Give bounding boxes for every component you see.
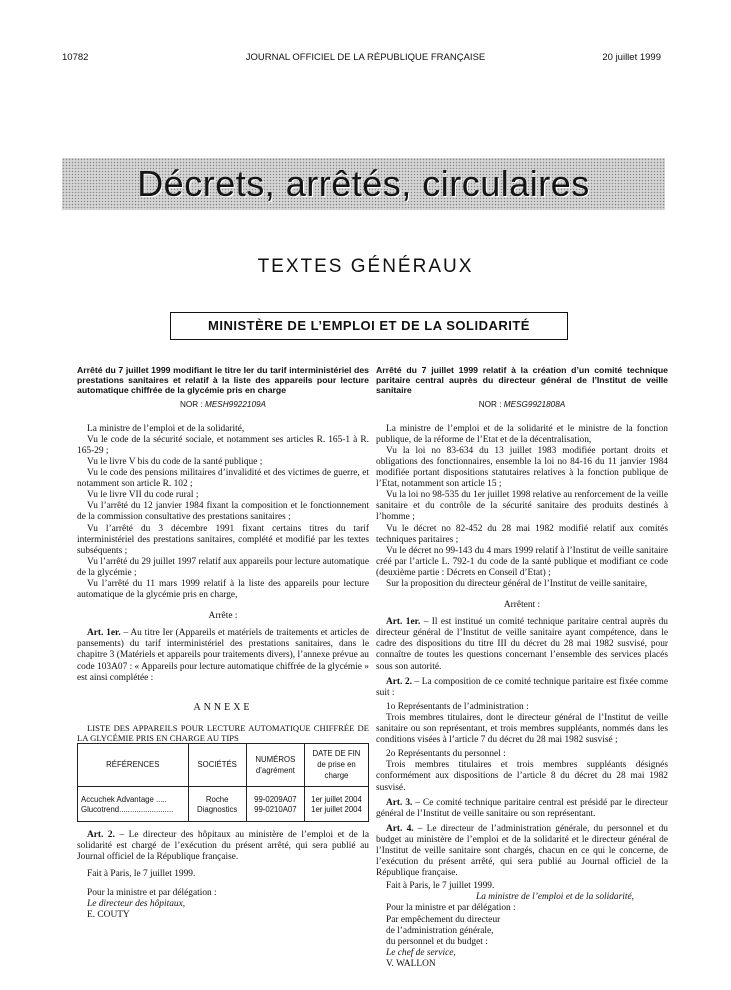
article-text: – Ce comité technique paritaire central est présidé par le directeur général de l’Institut de veille sanitaire ou son représentant. xyxy=(376,797,668,819)
banner-title: Décrets, arrêtés, circulaires xyxy=(137,163,590,204)
left-article-title: Arrêté du 7 juillet 1999 modifiant le titre Ier du tarif interministériel des prestations sanitaires et relatif à la liste des appareils pour lecture automatique chiffrée de la glycémie pris en charge xyxy=(77,365,369,396)
signature-line: Le chef de service, xyxy=(386,947,456,958)
right-article xyxy=(376,365,668,970)
signature-line: du personnel et du budget : xyxy=(386,936,488,947)
article-label: Art. 2. xyxy=(87,829,115,840)
article-text: – Le directeur de l’administration générale, du personnel et du budget au ministère de l’emploi et de la solidarité et le directeur général de l’Institut de veille sanitaire sont chargés, chacun en ce qui le concerne, de l’exécution du présent arrêté, qui sera publié au Journal officiel de la République française. xyxy=(376,823,668,879)
cell-line: 1er juillet 2004 xyxy=(311,804,362,814)
paragraph: Vu l’arrêté du 29 juillet 1997 relatif aux appareils pour lecture automatique de la glycémie ; xyxy=(77,556,369,578)
ministry-name: MINISTÈRE DE L’EMPLOI ET DE LA SOLIDARITÉ xyxy=(208,318,530,333)
journal-title: JOURNAL OFFICIEL DE LA RÉPUBLIQUE FRANÇAISE xyxy=(245,52,486,63)
signature-line: de l’administration générale, xyxy=(386,925,494,936)
issue-date: 20 juillet 1999 xyxy=(602,52,661,63)
paragraph: 2o Représentants du personnel : xyxy=(386,749,506,760)
arrete-heading: Arrête : xyxy=(208,611,238,622)
table-cell xyxy=(246,786,304,821)
paragraph: La ministre de l’emploi et de la solidarité, xyxy=(87,423,245,434)
cell-line: Diagnostics xyxy=(197,804,238,814)
table-cell xyxy=(188,786,246,821)
paragraph: Sur la proposition du directeur général de l’Institut de veille sanitaire, xyxy=(386,579,648,590)
paragraph: 1o Représentants de l’administration : xyxy=(386,701,529,712)
page-number: 10782 xyxy=(62,52,89,63)
section-title: TEXTES GÉNÉRAUX xyxy=(257,256,474,277)
article-label: Art. 1er. xyxy=(386,617,421,628)
done-at: Fait à Paris, le 7 juillet 1999. xyxy=(87,869,196,880)
nor-code: MESG9921808A xyxy=(503,399,566,409)
left-article xyxy=(77,365,369,922)
cell-line: Glucotrend......................... xyxy=(81,804,174,814)
nor-label: NOR : xyxy=(478,399,502,409)
paragraph: Vu l’arrêté du 11 mars 1999 relatif à la liste des appareils pour lecture automatique de la glycémie pris en charge, xyxy=(77,579,369,601)
paragraph: Vu l’arrêté du 12 janvier 1984 fixant la composition et le fonctionnement de la commission consultative des prestations sanitaires ; xyxy=(77,501,369,523)
article-text: – Le directeur des hôpitaux au ministère de l’emploi et de la solidarité est chargé de l’exécution du présent arrêté, qui sera publié au Journal officiel de la République française. xyxy=(77,829,370,863)
arretent-heading: Arrêtent : xyxy=(503,600,541,611)
article-label: Art. 4. xyxy=(386,823,414,834)
paragraph: Vu le décret no 99-143 du 4 mars 1999 relatif à l’Institut de veille sanitaire créé par l’article L. 792-1 du code de la santé publique et modifiant ce code (deuxième partie : Décrets en Conseil d’Etat) ; xyxy=(376,545,668,578)
paragraph: Vu le code des pensions militaires d’invalidité et des victimes de guerre, et notamment son article R. 102 ; xyxy=(77,468,369,490)
col-header: SOCIÉTÉS xyxy=(188,743,246,786)
paragraph: Vu le décret no 82-452 du 28 mai 1982 modifié relatif aux comités techniques paritaires ; xyxy=(376,523,668,545)
cell-line: 1er juillet 2004 xyxy=(311,794,362,804)
article-3 xyxy=(376,798,668,820)
article-label: Art. 3. xyxy=(386,797,413,808)
col-header: DATE DE FIN de prise en charge xyxy=(304,743,368,786)
right-nor xyxy=(376,399,668,410)
table-row xyxy=(78,786,369,821)
paragraph: Trois membres titulaires et trois membres suppléants désignés conformément aux dispositions de l’article 8 du décret du 28 mai 1982 susvisé. xyxy=(376,760,668,793)
article-2 xyxy=(77,830,369,863)
signature-line: Pour la ministre et par délégation : xyxy=(386,903,516,914)
signature-line: La ministre de l’emploi et de la solidarité, xyxy=(476,892,634,903)
cell-line: Roche xyxy=(205,794,229,804)
appliance-table xyxy=(77,743,369,822)
annexe-heading: ANNEXE xyxy=(193,701,253,713)
signature-name: V. WALLON xyxy=(386,958,436,969)
table-cell xyxy=(304,786,368,821)
paragraph: Vu la loi no 98-535 du 1er juillet 1998 relative au renforcement de la veille sanitaire et du contrôle de la sécurité sanitaire des produits destinés à l’homme ; xyxy=(376,490,668,523)
done-at: Fait à Paris, le 7 juillet 1999. xyxy=(386,881,495,892)
nor-code: MESH9922109A xyxy=(205,399,267,409)
article-label: Art. 1er. xyxy=(87,628,121,639)
paragraph: Vu le code de la sécurité sociale, et notamment ses articles R. 165-1 à R. 165-29 ; xyxy=(77,434,369,456)
paragraph: Trois membres titulaires, dont le directeur général de l’Institut de veille sanitaire ou son représentant, et trois membres suppléants, nommés dans les conditions visées à l’article 7 du décret du 28 mai 1982 susvisé ; xyxy=(376,712,668,746)
article-1 xyxy=(77,628,369,683)
signature-line: Pour la ministre et par délégation : xyxy=(87,888,217,899)
table-cell xyxy=(78,786,189,821)
article-2 xyxy=(376,677,668,699)
list-title: LISTE DES APPAREILS POUR LECTURE AUTOMATIQUE CHIFFRÉE DE LA GLYCÉMIE PRIS EN CHARGE AU TIPS xyxy=(77,722,369,743)
article-1 xyxy=(376,617,668,672)
paragraph: La ministre de l’emploi et de la solidarité et le ministre de la fonction publique, de la réforme de l’Etat et de la décentralisation, xyxy=(376,423,668,445)
paragraph: Vu le livre V bis du code de la santé publique ; xyxy=(87,456,263,467)
article-label: Art. 2. xyxy=(386,676,412,687)
signature-line: Le directeur des hôpitaux, xyxy=(87,899,186,910)
article-text: – La composition de ce comité technique paritaire est fixée comme suit : xyxy=(376,676,668,698)
section-banner xyxy=(62,158,665,210)
cell-line: 99-0210A07 xyxy=(254,804,297,814)
article-text: – Au titre Ier (Appareils et matériels de traitements et articles de pansements) du tarif interministériel des prestations sanitaires, dans le chapitre 3 (Matériels et appareils pour traitements divers), l’annexe prévue au code 103A07 : « Appareils pour lecture automatique chiffrée de la glycémie » est ainsi complétée : xyxy=(77,628,369,683)
cell-line: Accuchek Advantage ..... xyxy=(81,794,167,804)
article-4 xyxy=(376,824,668,879)
right-article-title: Arrêté du 7 juillet 1999 relatif à la création d’un comité technique paritaire central auprès du directeur général de l’Institut de veille sanitaire xyxy=(376,365,668,396)
paragraph: Vu le livre VII du code rural ; xyxy=(87,490,199,501)
left-nor xyxy=(77,399,369,410)
col-header: NUMÉROS d’agrément xyxy=(246,743,304,786)
article-text: – Il est institué un comité technique paritaire central auprès du directeur général de l’Institut de veille sanitaire ayant compétence, dans le cadre des dispositions du titre III du décret du 28 mai 1982 susvisé, pour connaître de toutes les questions concernant l’ensemble des services placés sous son autorité. xyxy=(376,617,668,672)
table-header-row xyxy=(78,743,369,786)
ministry-box xyxy=(170,312,568,340)
nor-label: NOR : xyxy=(179,399,203,409)
col-header: RÉFÉRENCES xyxy=(78,743,189,786)
signature-name: E. COUTY xyxy=(87,910,130,921)
paragraph: Vu l’arrêté du 3 décembre 1991 fixant certains titres du tarif interministériel des prestations sanitaires, complété et modifié par les textes subséquents ; xyxy=(77,523,369,556)
signature-line: Par empêchement du directeur xyxy=(386,914,501,925)
paragraph: Vu la loi no 83-634 du 13 juillet 1983 modifiée portant droits et obligations des fonctionnaires, ensemble la loi no 84-16 du 11 janvier 1984 modifiée portant dispositions statutaires relatives à la fonction publique de l’Etat, notamment son article 15 ; xyxy=(376,445,668,490)
cell-line: 99-0209A07 xyxy=(254,794,297,804)
